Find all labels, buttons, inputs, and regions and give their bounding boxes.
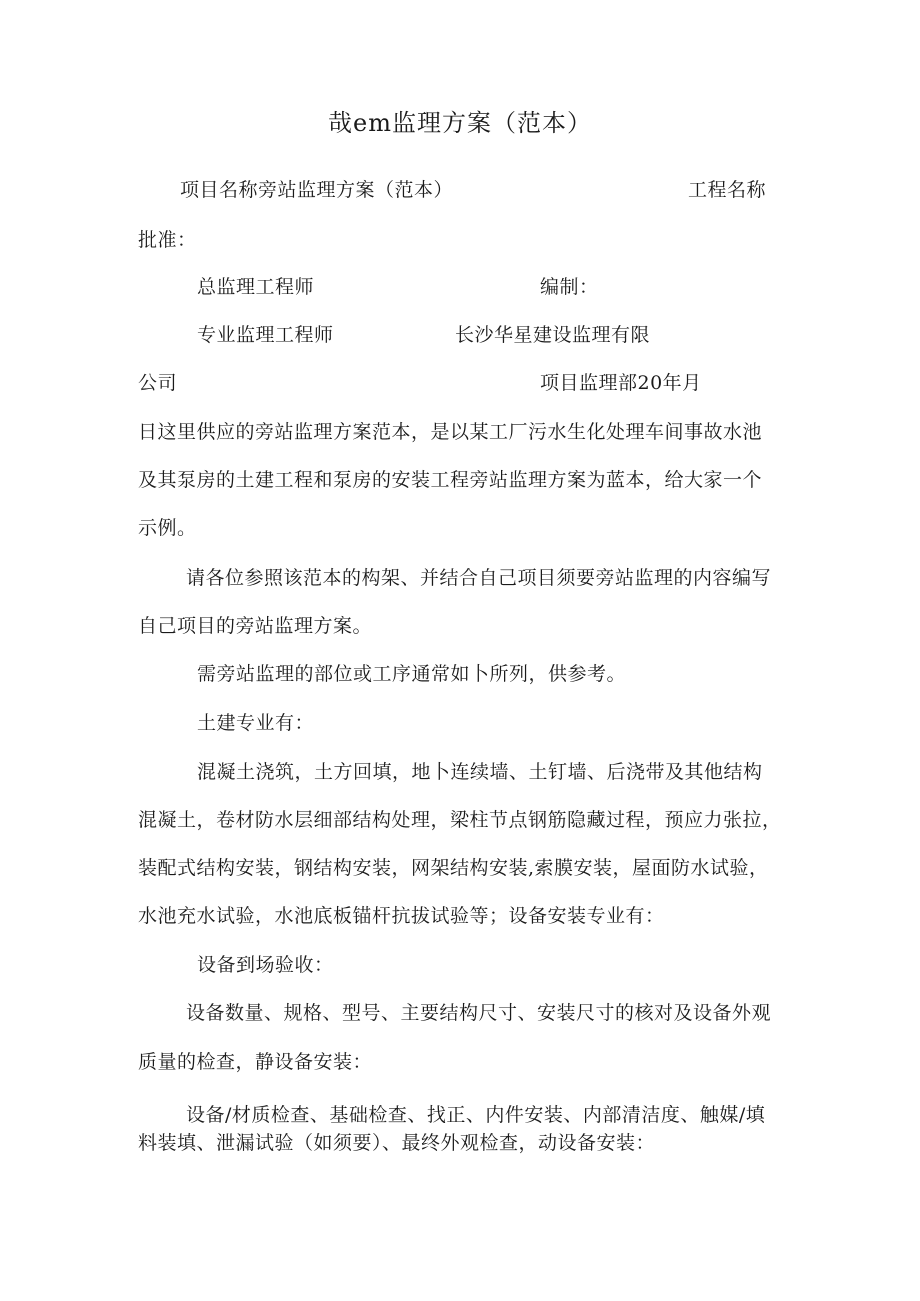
request-line: 请各位参照该范本的构架、并结合自己项目须要旁站监理的内容编写 — [186, 567, 772, 589]
static-install-line: 料装填、泄漏试验（如须要）、最终外观检查，动设备安装： — [138, 1132, 656, 1154]
request-line: 自己项目的旁站监理方案。 — [138, 615, 373, 637]
company-name: 长沙华星建设监理有限 — [455, 324, 651, 346]
engineering-name: 工程名称 — [688, 179, 767, 201]
approval-label: 批准： — [138, 229, 197, 251]
equipment-check-line: 设备数量、规格、型号、主要结构尺寸、安装尺寸的核对及设备外观 — [186, 1002, 772, 1024]
equipment-arrival-heading: 设备到场验收： — [197, 954, 334, 976]
equipment-check-line: 质量的检查，静设备安装： — [138, 1051, 373, 1073]
civil-line: 装配式结构安装，钢结构安装，网架结构安装,索膜安装，屋面防水试验， — [138, 857, 769, 879]
company-suffix: 公司 — [138, 372, 178, 394]
compiled-label: 编制： — [540, 276, 599, 298]
document-title: 哉em监理方案（范本） — [328, 109, 592, 137]
civil-line: 混凝土浇筑，土方回填，地卜连续墙、土钉墙、后浇带及其他结构 — [197, 761, 763, 783]
project-dept-date: 项目监理部20年月 — [540, 372, 702, 394]
parts-intro: 需旁站监理的部位或工序通常如卜所列，供参考。 — [197, 663, 627, 685]
professional-supervisor-label: 专业监理工程师 — [197, 324, 334, 346]
civil-line: 水池充水试验，水池底板锚杆抗拔试验等；设备安装专业有： — [138, 905, 665, 927]
intro-line: 日这里供应的旁站监理方案范本，是以某工厂污水生化处理车间事故水池 — [138, 421, 763, 443]
static-install-line: 设备/材质检查、基础检查、找正、内件安装、内部清洁度、触媒/填 — [186, 1104, 766, 1126]
civil-line: 混凝土，卷材防水层细部结构处理，梁柱节点钢筋隐藏过程，预应力张拉， — [138, 809, 782, 831]
chief-supervisor-label: 总监理工程师 — [197, 276, 315, 298]
intro-line: 示例。 — [138, 517, 197, 539]
intro-line: 及其泵房的土建工程和泵房的安装工程旁站监理方案为蓝本，给大家一个 — [138, 469, 763, 491]
project-name: 项目名称旁站监理方案（范本） — [180, 179, 454, 201]
civil-heading: 土建专业有： — [197, 712, 315, 734]
